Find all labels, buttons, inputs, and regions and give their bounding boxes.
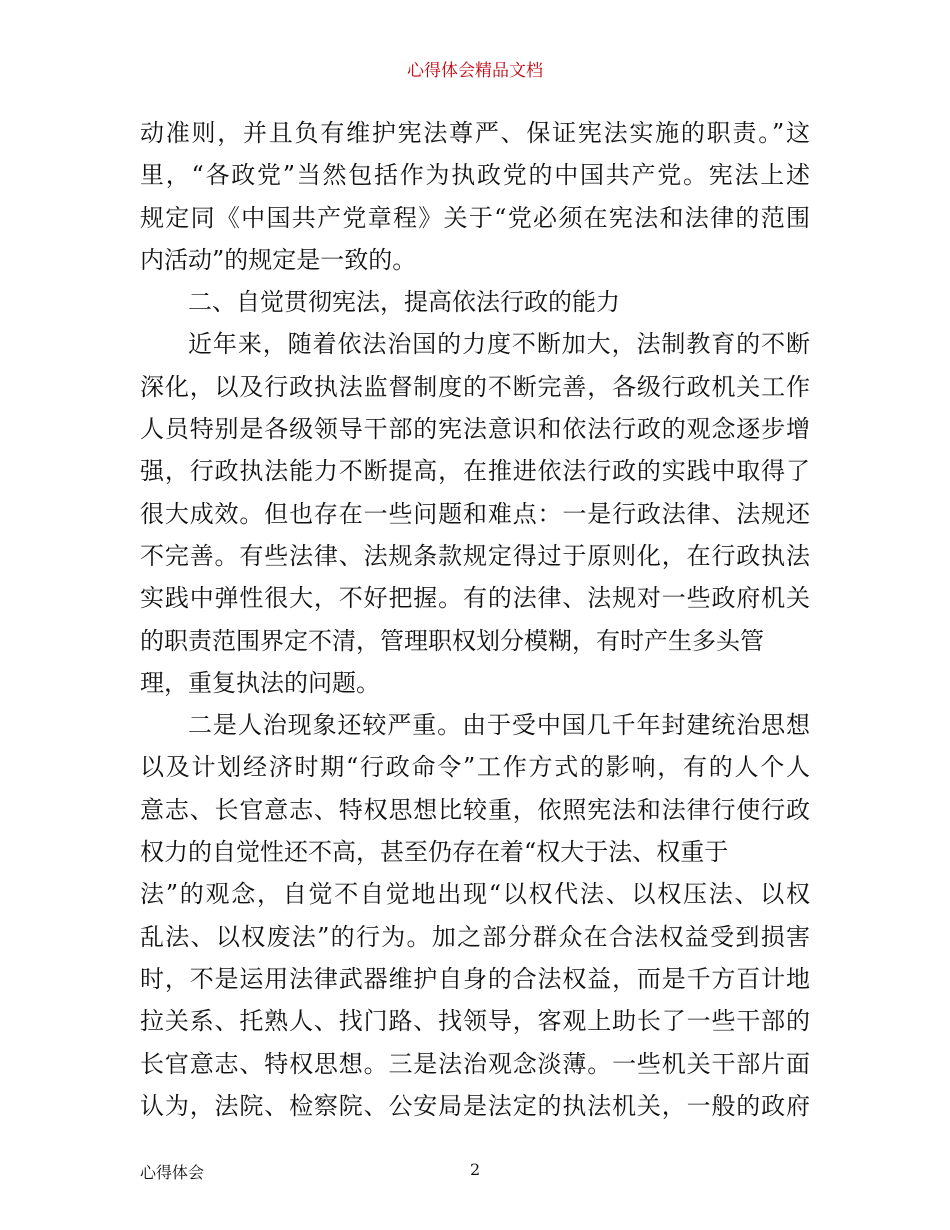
page-number: 2 [470, 1160, 481, 1179]
text-line: 二、自觉贯彻宪法，提高依法行政的能力 [188, 288, 620, 317]
text-line: 里，“各政党”当然包括作为执政党的中国共产党。宪法上述 [140, 161, 810, 190]
text-line: 不完善。有些法律、法规条款规定得过于原则化，在行政执法 [140, 541, 810, 570]
text-line: 二是人治现象还较严重。由于受中国几千年封建统治思想 [188, 711, 810, 740]
text-line: 强，行政执法能力不断提高，在推进依法行政的实践中取得了 [140, 457, 810, 486]
text-line: 法”的观念，自觉不自觉地出现“以权代法、以权压法、以权 [140, 880, 810, 909]
text-line: 乱法、以权废法”的行为。加之部分群众在合法权益受到损害 [140, 922, 810, 951]
page-header-title: 心得体会精品文档 [407, 61, 543, 81]
text-line: 意志、长官意志、特权思想比较重，依照宪法和法律行使行政 [140, 795, 810, 824]
text-line: 近年来，随着依法治国的力度不断加大，法制教育的不断 [188, 330, 810, 359]
text-line: 拉关系、托熟人、找门路、找领导，客观上助长了一些干部的 [140, 1007, 810, 1036]
text-line: 长官意志、特权思想。三是法治观念淡薄。一些机关干部片面 [140, 1049, 810, 1078]
text-line: 权力的自觉性还不高，甚至仍存在着“权大于法、权重于 [140, 838, 729, 867]
text-line: 人员特别是各级领导干部的宪法意识和依法行政的观念逐步增 [140, 415, 810, 444]
text-line: 深化，以及行政执法监督制度的不断完善，各级行政机关工作 [140, 372, 810, 401]
document-body [140, 112, 810, 1127]
text-line: 时，不是运用法律武器维护自身的合法权益，而是千方百计地 [140, 964, 810, 993]
text-line: 理，重复执法的问题。 [140, 668, 380, 697]
text-line: 以及计划经济时期“行政命令”工作方式的影响，有的人个人 [140, 753, 810, 782]
text-line: 的职责范围界定不清，管理职权划分模糊，有时产生多头管 [140, 626, 764, 655]
text-line: 规定同《中国共产党章程》关于“党必须在宪法和法律的范围 [140, 203, 810, 232]
text-line: 实践中弹性很大，不好把握。有的法律、法规对一些政府机关 [140, 584, 810, 613]
text-line: 动准则，并且负有维护宪法尊严、保证宪法实施的职责。”这 [140, 119, 810, 147]
text-line: 内活动”的规定是一致的。 [140, 245, 417, 274]
text-line: 认为，法院、检察院、公安局是法定的执法机关，一般的政府 [140, 1091, 810, 1120]
page-footer-label: 心得体会 [140, 1163, 205, 1182]
text-line: 很大成效。但也存在一些问题和难点：一是行政法律、法规还 [140, 499, 810, 528]
